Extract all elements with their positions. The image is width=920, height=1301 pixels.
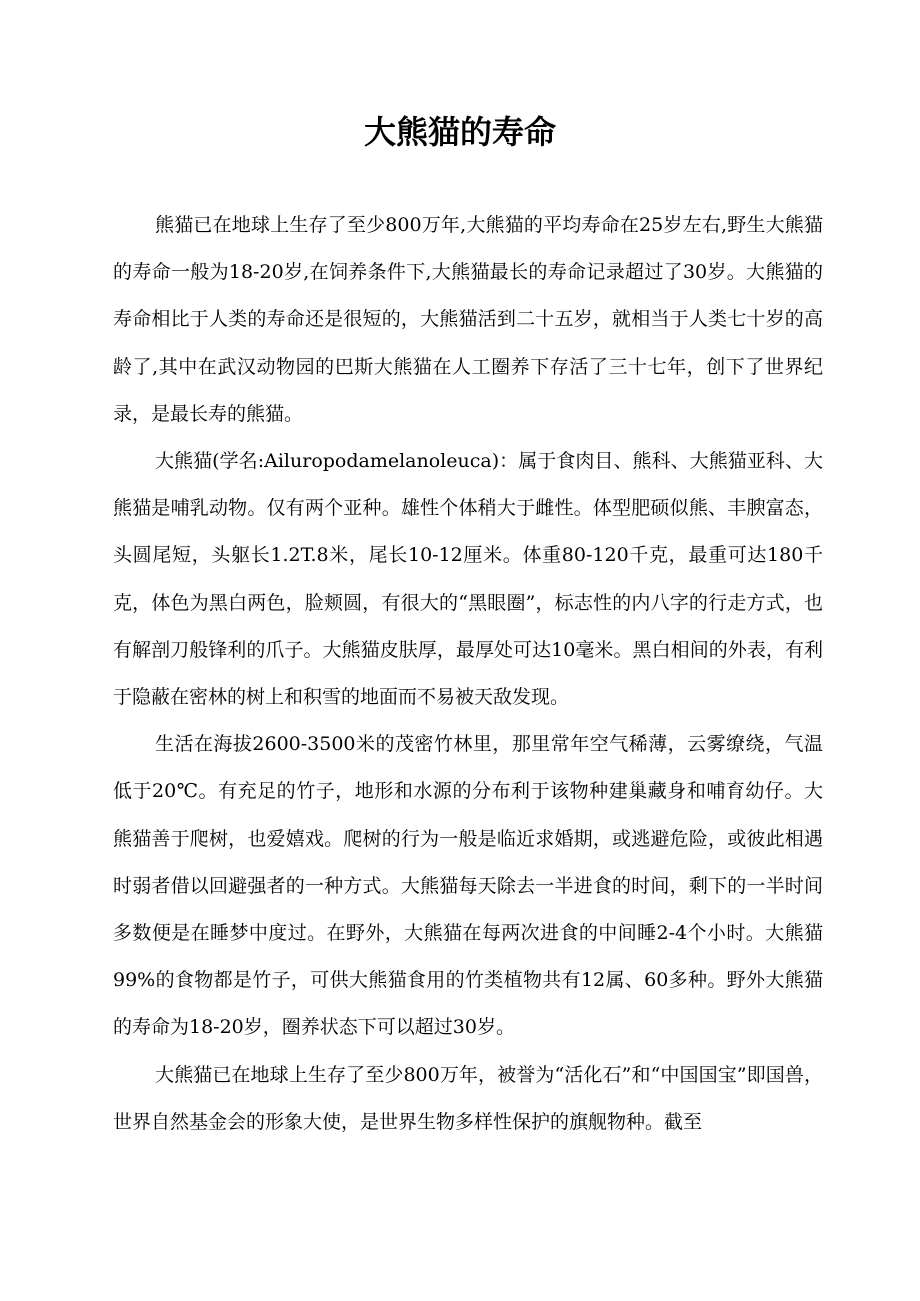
paragraph-lifespan: 熊猫已在地球上生存了至少800万年,大熊猫的平均寿命在25岁左右,野生大熊猫的寿命一般为18-20岁,在饲养条件下,大熊猫最长的寿命记录超过了30岁。大熊猫的寿命相比于人类的寿命还是很短的，大熊猫活到二十五岁，就相当于人类七十岁的高龄了,其中在武汉动物园的巴斯大熊猫在人工圈养下存活了三十七年，创下了世界纪录，是最长寿的熊猫。 bbox=[113, 214, 823, 425]
document-body bbox=[113, 202, 823, 1146]
paragraph-status: 大熊猫已在地球上生存了至少800万年，被誉为“活化石”和“中国国宝”即国兽，世界自然基金会的形象大使，是世界生物多样性保护的旗舰物种。截至 bbox=[113, 1063, 823, 1133]
paragraph-habitat: 生活在海拔2600-3500米的茂密竹林里，那里常年空气稀薄，云雾缭绕，气温低于20℃。有充足的竹子，地形和水源的分布利于该物种建巢藏身和哺育幼仔。大熊猫善于爬树，也爱嬉戏。爬树的行为一般是临近求婚期，或逃避危险，或彼此相遇时弱者借以回避强者的一种方式。大熊猫每天除去一半进食的时间，剩下的一半时间多数便是在睡梦中度过。在野外，大熊猫在每两次进食的中间睡2-4个小时。大熊猫99%的食物都是竹子，可供大熊猫食用的竹类植物共有12属、60多种。野外大熊猫的寿命为18-20岁，圈养状态下可以超过30岁。 bbox=[113, 733, 823, 1039]
paragraph-description: 大熊猫(学名:Ailuropodamelanoleuca)：属于食肉目、熊科、大熊猫亚科、大熊猫是哺乳动物。仅有两个亚种。雄性个体稍大于雌性。体型肥硕似熊、丰腴富态，头圆尾短，头躯长1.2T.8米，尾长10-12厘米。体重80-120千克，最重可达180千克，体色为黑白两色，脸颊圆，有很大的“黑眼圈”，标志性的内八字的行走方式，也有解剖刀般锋利的爪子。大熊猫皮肤厚，最厚处可达10毫米。黑白相间的外表，有利于隐蔽在密林的树上和积雪的地面而不易被天敌发现。 bbox=[113, 450, 823, 709]
page-title: 大熊猫的寿命 bbox=[363, 113, 556, 151]
